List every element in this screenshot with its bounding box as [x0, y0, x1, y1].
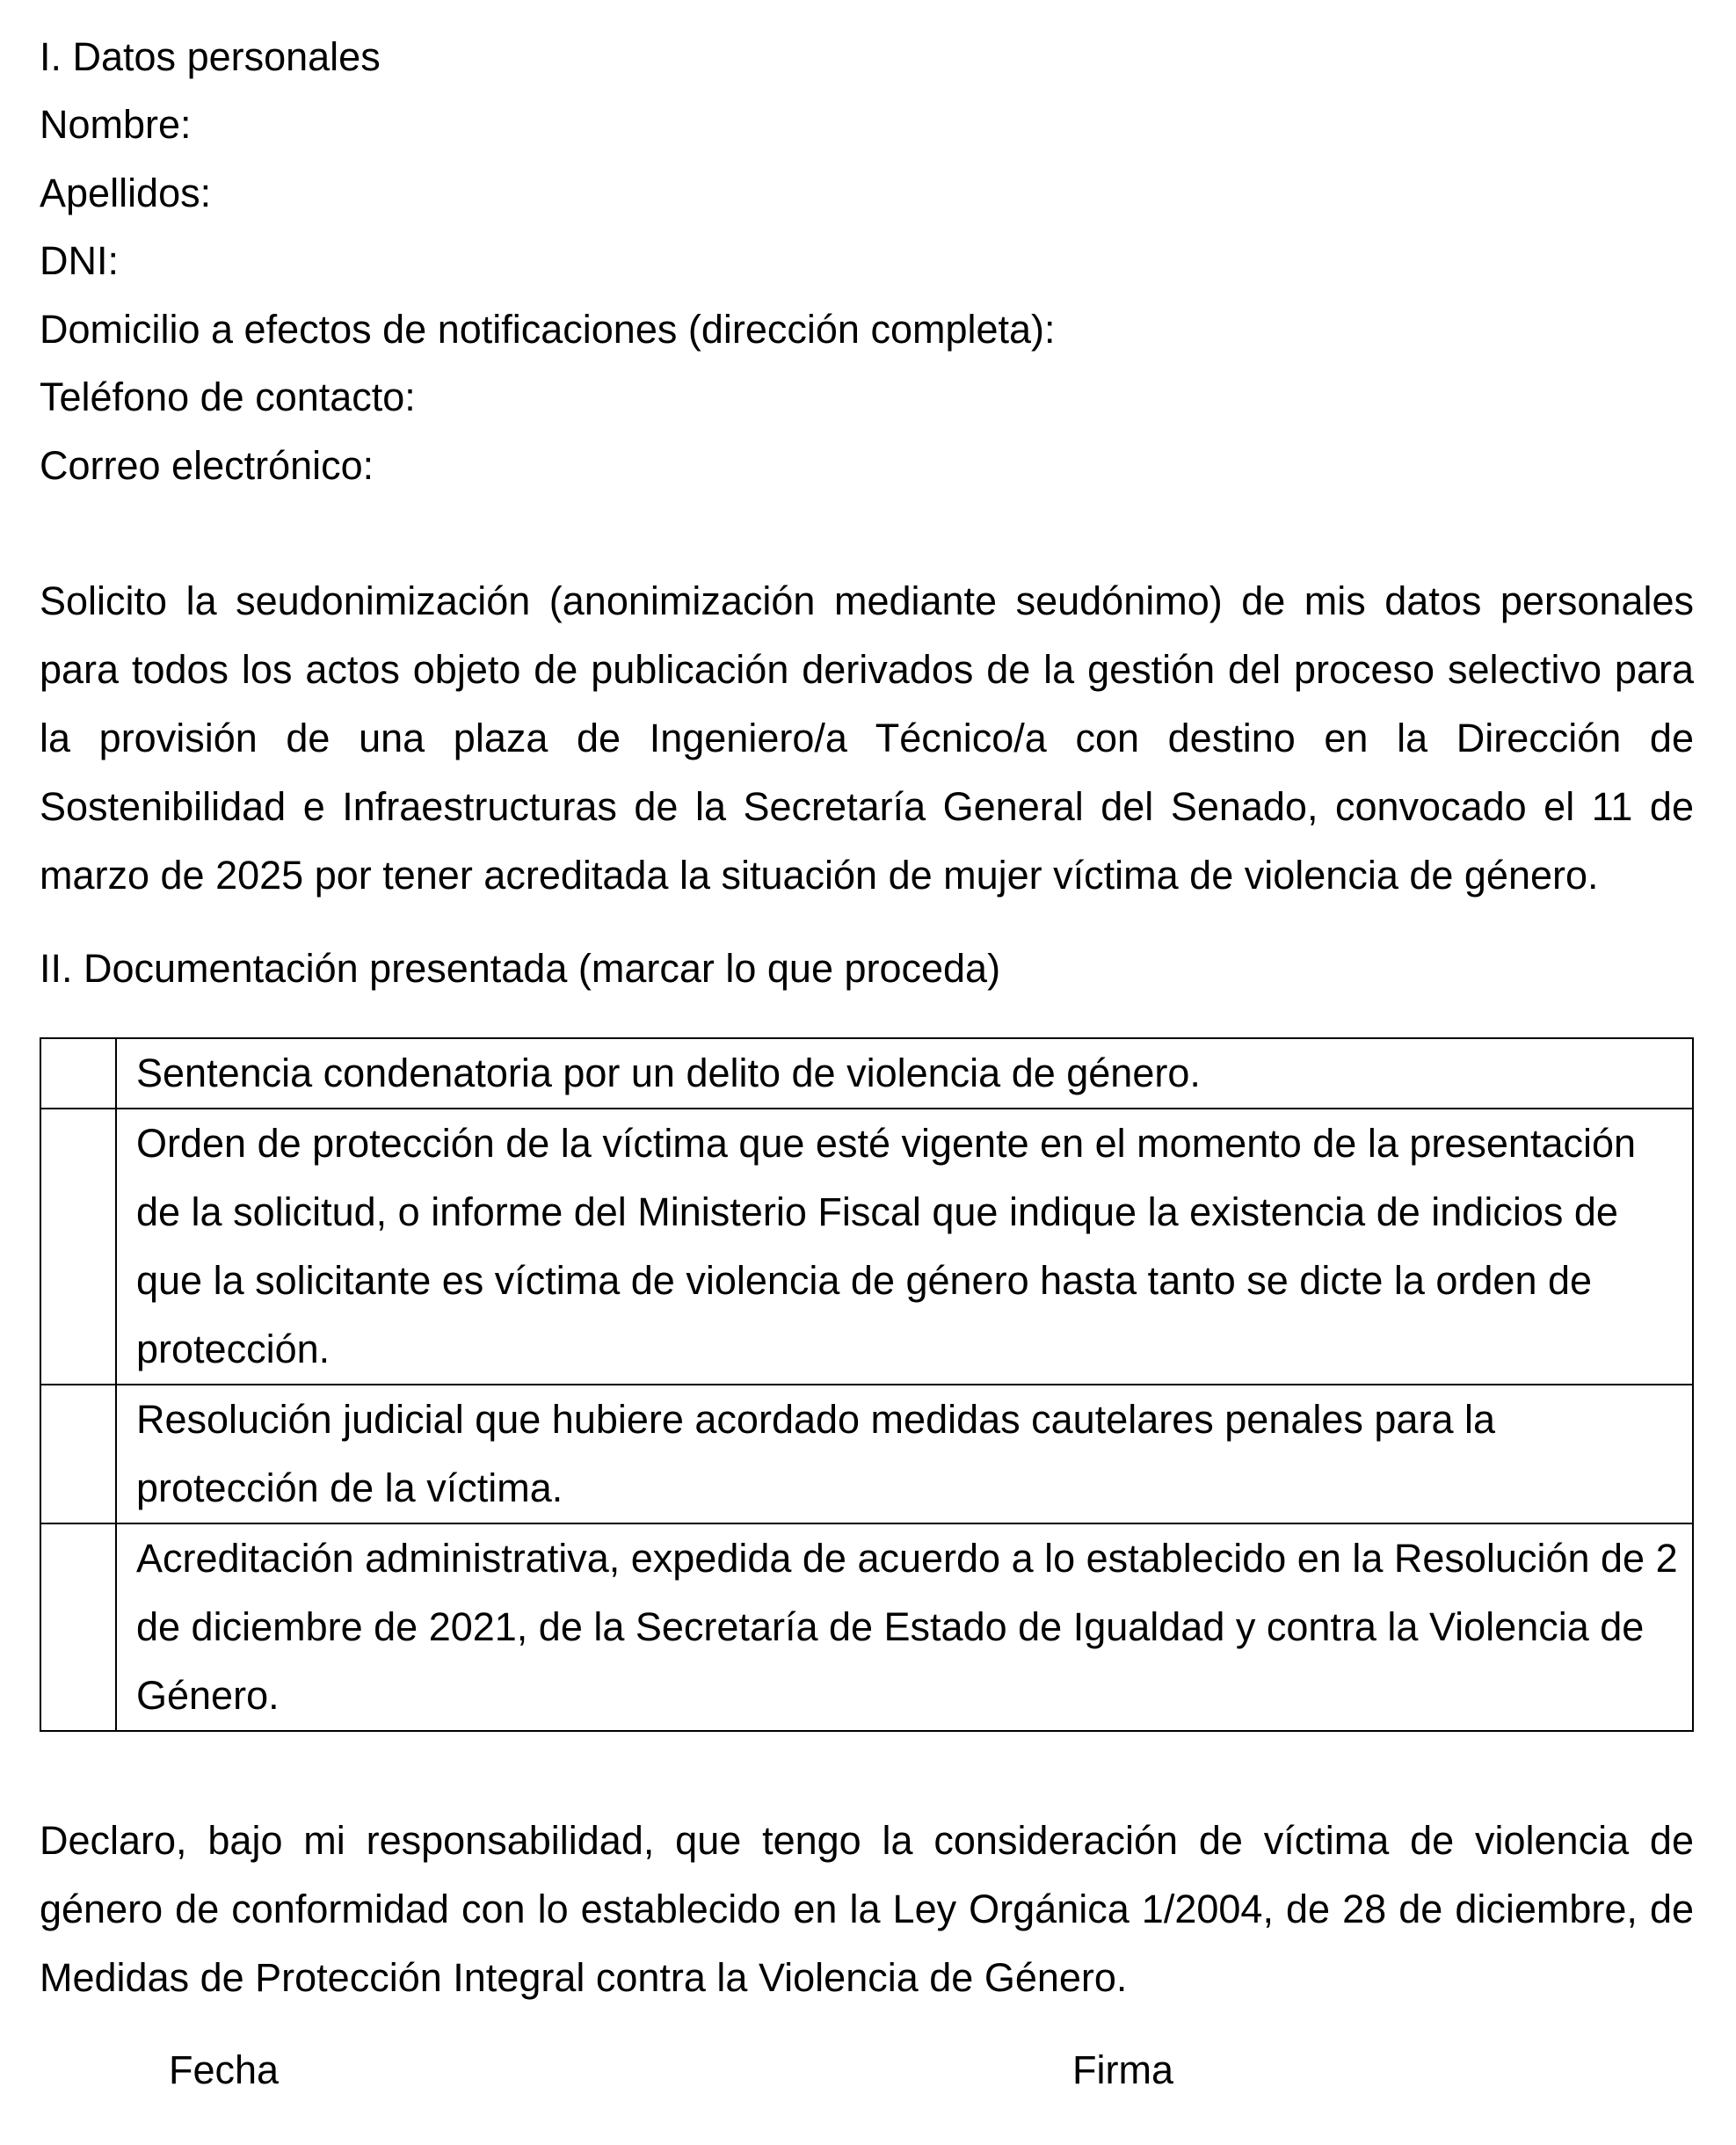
request-line: Solicito la seudonimización (anonimización mediante seudónimo) de mis datos personales [40, 578, 1694, 623]
request-paragraph [40, 567, 1694, 910]
request-line: para todos los actos objeto de publicación derivados de la gestión del proceso selectivo para [40, 647, 1694, 692]
field-domicilio: Domicilio a efectos de notificaciones (dirección completa): [40, 307, 1056, 352]
date-label: Fecha [169, 2047, 280, 2092]
request-line: marzo de 2025 por tener acreditada la situación de mujer víctima de violencia de género. [40, 853, 1599, 898]
declaration-line: género de conformidad con lo establecido en la Ley Orgánica 1/2004, de 28 de diciembre, de [40, 1887, 1694, 1931]
document-checkbox-resolucion-judicial[interactable] [40, 1385, 116, 1523]
document-row [40, 1109, 1693, 1385]
section2-heading: II. Documentación presentada (marcar lo que proceda) [40, 946, 1001, 991]
request-line: Sostenibilidad e Infraestructuras de la Secretaría General del Senado, convocado el 11 de [40, 784, 1694, 829]
document-row [40, 1523, 1693, 1731]
field-telefono: Teléfono de contacto: [40, 374, 416, 419]
request-line: la provisión de una plaza de Ingeniero/a Técnico/a con destino en la Dirección de [40, 716, 1694, 760]
section1-heading: I. Datos personales [40, 34, 381, 79]
field-nombre: Nombre: [40, 102, 192, 147]
document-checkbox-acreditacion[interactable] [40, 1523, 116, 1731]
declaration-line: Medidas de Protección Integral contra la Violencia de Género. [40, 1955, 1128, 2000]
field-correo: Correo electrónico: [40, 443, 374, 488]
document-checkbox-sentencia[interactable] [40, 1038, 116, 1109]
field-dni: DNI: [40, 238, 119, 283]
document-row [40, 1038, 1693, 1109]
document-row [40, 1385, 1693, 1523]
document-text: Resolución judicial que hubiere acordado medidas cautelares penales para la protección de la víctima. [116, 1385, 1693, 1523]
documents-table [40, 1037, 1694, 1732]
signature-label: Firma [1072, 2047, 1173, 2092]
field-apellidos: Apellidos: [40, 171, 212, 215]
document-text: Sentencia condenatoria por un delito de violencia de género. [116, 1038, 1693, 1109]
document-text: Acreditación administrativa, expedida de acuerdo a lo establecido en la Resolución de 2 de diciembre de 2021, de la Secretaría de Estado de Igualdad y contra la Violencia de Género. [116, 1523, 1693, 1731]
document-checkbox-orden-proteccion[interactable] [40, 1109, 116, 1385]
declaration-paragraph [40, 1807, 1694, 2012]
document-text: Orden de protección de la víctima que esté vigente en el momento de la presentación de la solicitud, o informe del Ministerio Fiscal que indique la existencia de indicios de que la solicitante es víctima de violencia de género hasta tanto se dicte la orden de protección. [116, 1109, 1693, 1385]
declaration-line: Declaro, bajo mi responsabilidad, que tengo la consideración de víctima de violencia de [40, 1818, 1694, 1863]
